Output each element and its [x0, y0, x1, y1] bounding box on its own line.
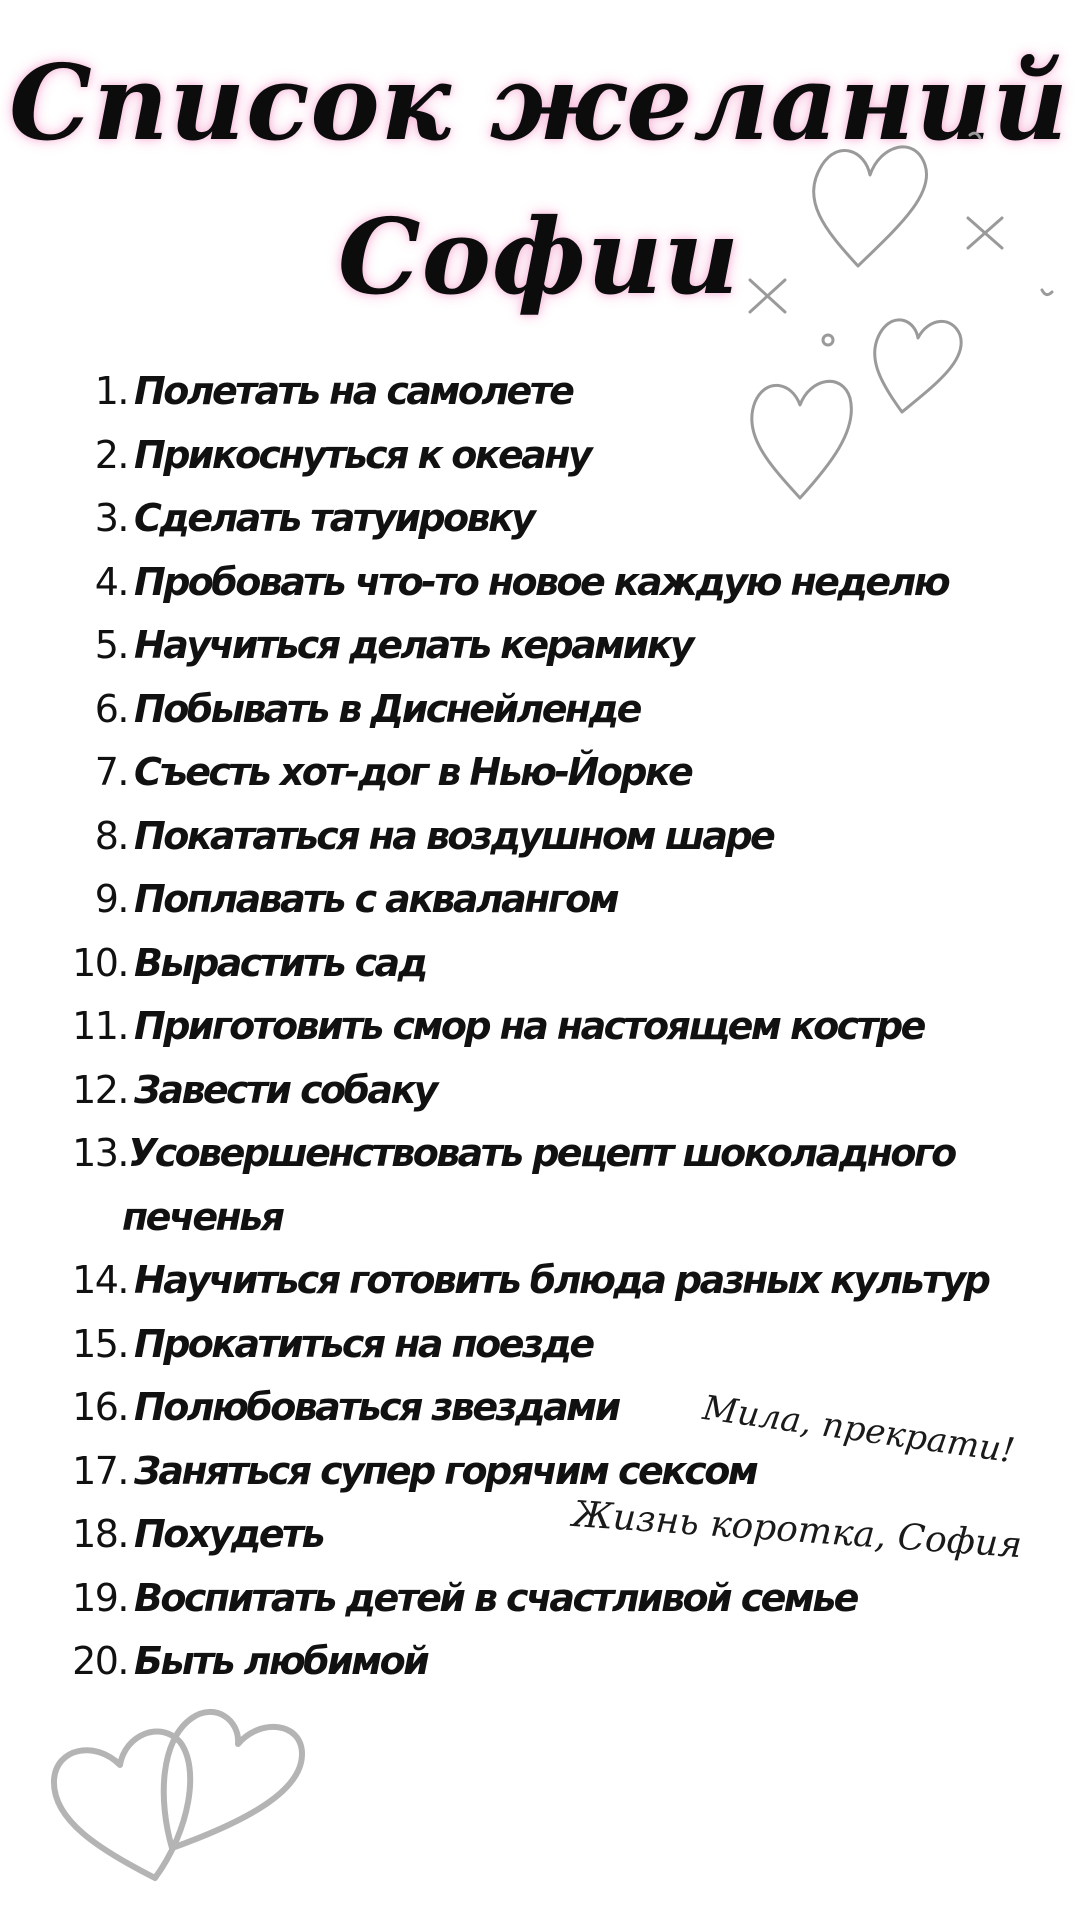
wish-text: [134, 1313, 593, 1377]
wish-text: [134, 614, 692, 678]
list-item: [0, 1059, 1078, 1123]
wish-text-line: Полетать на самолете: [134, 369, 573, 413]
page-title: Список желаний: [9, 41, 1069, 164]
wish-text-line: Воспитать детей в счастливой семье: [134, 1575, 857, 1620]
wish-text-line: Заняться супер горячим сексом: [134, 1448, 757, 1493]
wish-text: [134, 1630, 427, 1694]
wish-text-line: Научиться готовить блюда разных культур: [134, 1258, 989, 1302]
wish-number: 1.: [94, 369, 128, 413]
wish-text-line: Полюбоваться звездами: [134, 1385, 619, 1429]
wish-text: [134, 995, 924, 1059]
list-item: [0, 995, 1078, 1059]
wish-text-line: Покататься на воздушном шаре: [134, 813, 774, 858]
cross-icon: [750, 280, 785, 312]
list-item: [0, 741, 1078, 805]
wish-number: 8.: [94, 813, 128, 858]
wish-text: [122, 1122, 1008, 1249]
wish-number: 2.: [94, 432, 128, 477]
wish-text-line: Быть любимой: [134, 1639, 428, 1683]
wish-number: 13.: [72, 1131, 128, 1175]
list-item: [0, 1630, 1078, 1694]
squiggle-icon: [1042, 290, 1052, 295]
wish-number: 11.: [72, 1004, 128, 1048]
wish-number: 17.: [72, 1448, 128, 1493]
wish-text: [134, 1249, 988, 1313]
list-item: [0, 614, 1078, 678]
wish-text: [134, 424, 590, 488]
wish-number: 18.: [72, 1512, 128, 1556]
list-item: [0, 678, 1078, 742]
heart-icon: [814, 147, 927, 266]
wish-number: 16.: [72, 1385, 128, 1429]
list-item: [0, 360, 1078, 424]
list-item: [0, 551, 1078, 615]
wish-number: 7.: [94, 750, 128, 794]
wish-number: 6.: [94, 686, 128, 731]
cross-icon: [968, 218, 1002, 248]
wish-text-line: Похудеть: [134, 1512, 323, 1556]
list-item: [0, 424, 1078, 488]
list-item: [0, 805, 1078, 869]
handwritten-note: Мила, прекрати!: [700, 1388, 1018, 1472]
wish-text-line: Завести собаку: [134, 1067, 436, 1112]
wish-text-line: Научиться делать керамику: [134, 623, 693, 667]
wish-text-line: Усовершенствовать рецепт шоколадного: [128, 1131, 955, 1175]
list-item: [0, 1249, 1078, 1313]
wish-text: [134, 805, 773, 869]
wish-text-continuation: печенья: [122, 1194, 283, 1239]
wish-number: 20.: [72, 1639, 128, 1683]
list-item: [0, 487, 1078, 551]
wish-text: [134, 487, 533, 551]
wish-text-line: Сделать татуировку: [134, 496, 534, 540]
handwritten-note: Жизнь коротка, София: [571, 1494, 1024, 1567]
wish-text: [134, 1376, 619, 1440]
wish-text: [134, 678, 640, 742]
wish-text-line: Побывать в Диснейленде: [134, 686, 640, 731]
wish-text-line: Съесть хот-дог в Нью-Йорке: [134, 750, 692, 794]
wish-number: 9.: [94, 877, 128, 921]
wish-number: 15.: [72, 1321, 128, 1366]
wish-text: [134, 1567, 857, 1631]
wish-text: [134, 360, 572, 424]
wish-text-line: Прокатиться на поезде: [134, 1321, 593, 1366]
wish-text-line: Прикоснуться к океану: [134, 432, 591, 477]
wish-number: 14.: [72, 1258, 128, 1302]
wish-text: [134, 551, 948, 615]
wish-number: 4.: [94, 559, 128, 604]
wish-text: [134, 1059, 436, 1123]
hearts-doodle-bottom-left: [40, 1680, 320, 1900]
wish-number: 5.: [94, 623, 128, 667]
list-item: [0, 1567, 1078, 1631]
wish-list: [0, 360, 1078, 1694]
wish-number: 12.: [72, 1067, 128, 1112]
wish-text: [134, 1503, 323, 1567]
page-title-name: Софии: [337, 195, 741, 318]
wish-text: [134, 741, 691, 805]
dot-icon: [823, 335, 833, 345]
wish-text-line: Приготовить смор на настоящем костре: [134, 1004, 924, 1048]
squiggle-icon: [970, 133, 980, 138]
wish-number: 3.: [94, 496, 128, 540]
list-item: [0, 868, 1078, 932]
wish-text: [134, 1440, 756, 1504]
wish-text-line: Вырастить сад: [134, 940, 426, 985]
wish-text-line: Пробовать что-то новое каждую неделю: [134, 559, 949, 604]
wish-text: [134, 932, 426, 996]
list-item: [0, 1313, 1078, 1377]
wish-number: 10.: [72, 940, 128, 985]
wish-number: 19.: [72, 1575, 128, 1620]
wish-text: [134, 868, 617, 932]
list-item: [0, 932, 1078, 996]
wish-text-line: Поплавать с аквалангом: [134, 877, 618, 921]
list-item: [0, 1122, 1078, 1249]
